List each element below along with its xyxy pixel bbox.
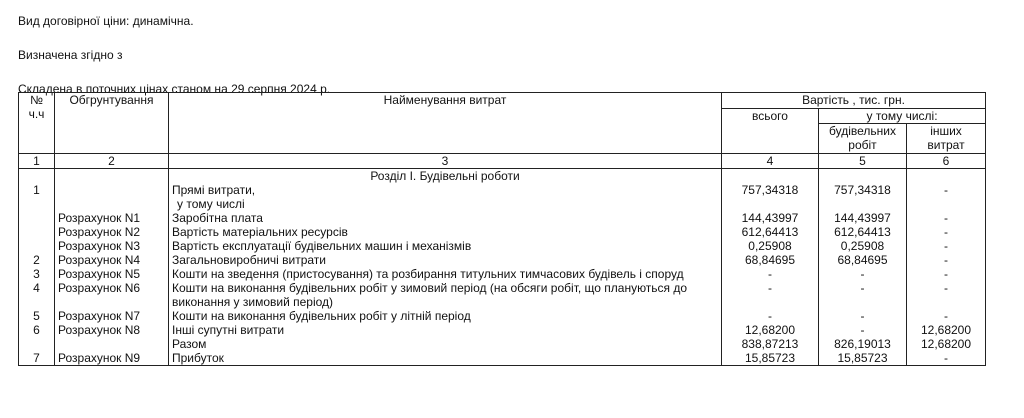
col-header-total: всього (722, 109, 819, 154)
table-row: 2 Розрахунок N4 Загальновиробничі витрати 68,84695 68,84695 - (19, 253, 986, 267)
index-cell: 5 (819, 154, 907, 169)
col-header-basis: Обгрунтування (55, 93, 169, 154)
col-header-name: Найменування витрат (169, 93, 722, 154)
table-row: 3 Розрахунок N5 Кошти на зведення (пристосування) та розбирання титульних тимчасових будівель і споруд - - - (19, 267, 986, 281)
table-row: 5 Розрахунок N7 Кошти на виконання будівельних робіт у літній період - - - (19, 309, 986, 323)
table-row: у тому числі (19, 197, 986, 211)
compiled-date-line: Складена в поточних цінах станом на 29 серпня 2024 р. (18, 82, 331, 96)
col-header-construction: будівельних робіт (819, 124, 907, 154)
col-header-no: № ч.ч (19, 93, 55, 154)
col-header-including: у тому числі: (819, 109, 986, 124)
table-row-total: Разом 838,87213 826,19013 12,68200 (19, 337, 986, 351)
col-header-cost: Вартість , тис. грн. (722, 93, 986, 109)
table-row: 1 Прямі витрати, 757,34318 757,34318 - (19, 183, 986, 197)
price-type-line: Вид договірної ціни: динамічна. (18, 14, 194, 28)
index-cell: 1 (19, 154, 55, 169)
index-cell: 3 (169, 154, 722, 169)
table-row: Розрахунок N2 Вартість матеріальних ресурсів 612,64413 612,64413 - (19, 225, 986, 239)
index-cell: 4 (722, 154, 819, 169)
table-row: 6 Розрахунок N8 Інші супутні витрати 12,68200 - 12,68200 (19, 323, 986, 337)
cost-estimate-table (18, 92, 986, 366)
table-row: Розрахунок N3 Вартість експлуатації будівельних машин і механізмів 0,25908 0,25908 - (19, 239, 986, 253)
table-row: 4 Розрахунок N6 Кошти на виконання будівельних робіт у зимовий період (на обсяги робіт, що плануються до виконання у зимовий період) - - - (19, 281, 986, 309)
index-cell: 2 (55, 154, 169, 169)
section-title: Розділ І. Будівельні роботи (169, 169, 722, 184)
table-row: 7 Розрахунок N9 Прибуток 15,85723 15,85723 - (19, 351, 986, 366)
col-header-other: інших витрат (907, 124, 986, 154)
table-row: Розрахунок N1 Заробітна плата 144,43997 144,43997 - (19, 211, 986, 225)
index-cell: 6 (907, 154, 986, 169)
defined-by-line: Визначена згідно з (18, 48, 123, 62)
